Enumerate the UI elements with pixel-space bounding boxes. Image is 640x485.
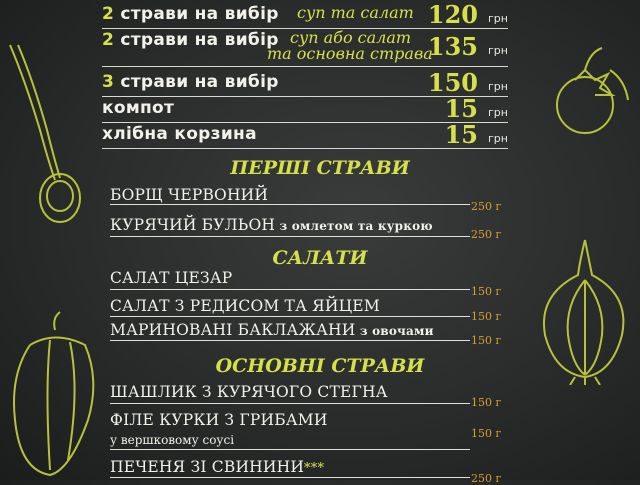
combo-price: 135 bbox=[427, 32, 478, 61]
pepper-icon bbox=[0, 310, 110, 480]
combo-row bbox=[102, 96, 508, 123]
dish-weight: 250 г bbox=[471, 200, 502, 213]
stars-icon: *** bbox=[304, 461, 325, 476]
tomato-icon bbox=[540, 40, 640, 140]
dish-weight: 150 г bbox=[471, 310, 502, 323]
dish-name: БОРЩ ЧЕРВОНИЙ bbox=[110, 186, 269, 204]
section-title-main: ОСНОВНІ СТРАВИ bbox=[215, 355, 425, 377]
dish-subtitle: у вершковому соусі bbox=[110, 433, 235, 447]
dish-item bbox=[110, 268, 232, 287]
section-title-first: ПЕРШІ СТРАВИ bbox=[230, 157, 410, 179]
ladle-icon bbox=[0, 40, 90, 230]
combo-currency: грн bbox=[488, 132, 508, 145]
combo-currency: грн bbox=[488, 80, 508, 93]
dish-item bbox=[110, 185, 268, 204]
dish-weight: 150 г bbox=[471, 334, 502, 347]
dish-weight: 150 г bbox=[471, 427, 502, 440]
combo-row bbox=[102, 122, 508, 149]
dish-item bbox=[110, 382, 388, 401]
dish-name: ФІЛЕ КУРКИ З ГРИБАМИ bbox=[110, 411, 328, 429]
combo-price: 150 bbox=[427, 68, 478, 97]
divider bbox=[110, 340, 470, 341]
divider bbox=[110, 236, 470, 237]
divider bbox=[110, 204, 470, 205]
dish-item bbox=[110, 320, 434, 339]
dish-weight: 250 г bbox=[471, 472, 502, 485]
combo-row bbox=[102, 2, 508, 29]
divider bbox=[110, 449, 470, 450]
combo-price: 15 bbox=[444, 120, 478, 149]
combo-currency: грн bbox=[488, 44, 508, 57]
dish-weight: 250 г bbox=[471, 228, 502, 241]
dish-name: КУРЯЧИЙ БУЛЬОН з омлетом та куркою bbox=[110, 216, 433, 234]
combo-currency: грн bbox=[488, 106, 508, 119]
divider bbox=[110, 316, 470, 317]
combo-price: 120 bbox=[427, 0, 478, 29]
combo-currency: грн bbox=[488, 12, 508, 25]
dish-name: САЛАТ З РЕДИСОМ ТА ЯЙЦЕМ bbox=[110, 297, 380, 315]
dish-name: МАРИНОВАНІ БАКЛАЖАНИ з овочами bbox=[110, 321, 434, 339]
combo-label: 2 страви на вибір bbox=[102, 30, 279, 50]
dish-name: САЛАТ ЦЕЗАР bbox=[110, 269, 233, 287]
divider bbox=[110, 289, 470, 290]
combo-price: 15 bbox=[444, 94, 478, 123]
dish-item bbox=[110, 296, 380, 315]
combo-note: суп або салат bbox=[290, 28, 412, 47]
combo-note: суп та салат bbox=[297, 3, 414, 22]
combo-row bbox=[102, 28, 508, 67]
dish-name: ШАШЛИК З КУРЯЧОГО СТЕГНА bbox=[110, 383, 388, 401]
dish-item bbox=[110, 215, 433, 234]
section-title-salads: САЛАТИ bbox=[272, 247, 368, 269]
combo-note-2: та основна страва bbox=[267, 44, 433, 63]
dish-weight: 150 г bbox=[471, 285, 502, 298]
divider bbox=[110, 477, 470, 478]
dish-weight: 150 г bbox=[471, 396, 502, 409]
dish-name: ПЕЧЕНЯ ЗІ СВИНИНИ*** bbox=[110, 458, 325, 476]
divider bbox=[110, 403, 470, 404]
combo-label: компот bbox=[102, 98, 175, 118]
combo-row bbox=[102, 70, 508, 97]
combo-label: хлібна корзина bbox=[102, 124, 257, 144]
combo-label: 2 страви на вибір bbox=[102, 4, 279, 24]
dish-item bbox=[110, 410, 328, 448]
combo-label: 3 страви на вибір bbox=[102, 72, 279, 92]
dish-item bbox=[110, 457, 324, 476]
